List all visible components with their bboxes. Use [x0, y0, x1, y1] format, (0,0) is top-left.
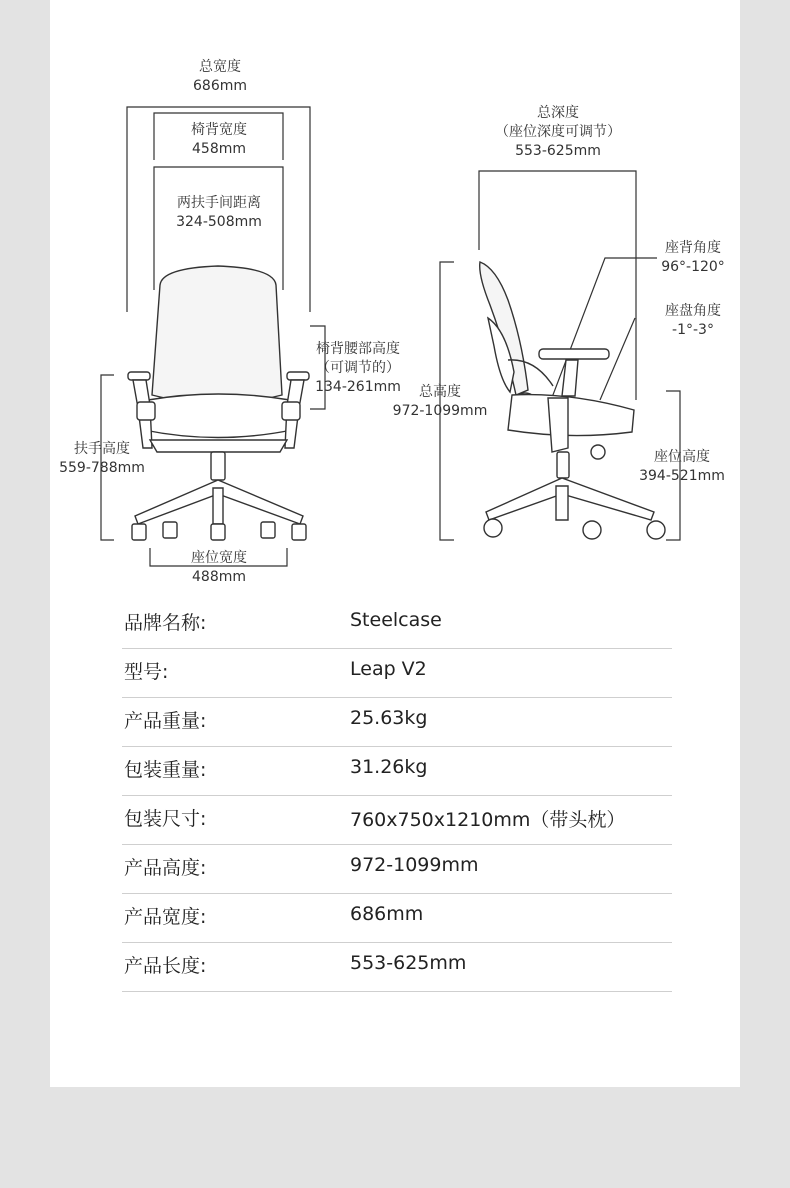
spec-row	[122, 845, 672, 894]
spec-key: 包装重量:	[124, 759, 207, 781]
total-height-label: 总高度 972-1099mm	[392, 384, 488, 419]
spec-row	[122, 747, 672, 796]
spec-value: 31.26kg	[350, 756, 428, 778]
spec-key: 包装尺寸:	[124, 808, 207, 830]
seat-angle-label: 座盘角度 -1°-3°	[665, 303, 721, 338]
spec-row	[122, 698, 672, 747]
spec-row	[122, 600, 672, 649]
spec-key: 产品重量:	[124, 710, 207, 732]
spec-key: 品牌名称:	[124, 612, 207, 634]
chair-side-view	[480, 262, 665, 539]
back-angle-label: 座背角度 96°-120°	[661, 240, 725, 275]
back-width-label: 椅背宽度 458mm	[191, 122, 247, 157]
total-depth-label: 总深度 （座位深度可调节） 553-625mm	[495, 105, 621, 159]
spec-value: 760x750x1210mm（带头枕）	[350, 809, 626, 831]
spec-row	[122, 894, 672, 943]
spec-row	[122, 796, 672, 845]
spec-value: 972-1099mm	[350, 854, 479, 876]
spec-key: 产品长度:	[124, 955, 207, 977]
spec-row	[122, 943, 672, 992]
spec-row	[122, 649, 672, 698]
spec-key: 产品高度:	[124, 857, 207, 879]
spec-value: Leap V2	[350, 658, 427, 680]
spec-key: 产品宽度:	[124, 906, 207, 928]
arm-height-label: 扶手高度 559-788mm	[59, 441, 145, 476]
spec-table	[122, 600, 672, 992]
seat-width-label: 座位宽度 488mm	[191, 550, 247, 585]
spec-value: 553-625mm	[350, 952, 467, 974]
seat-height-label: 座位高度 394-521mm	[639, 449, 725, 484]
spec-key: 型号:	[124, 661, 169, 683]
lumbar-height-label: 椅背腰部高度 （可调节的） 134-261mm	[315, 341, 401, 395]
spec-value: Steelcase	[350, 609, 442, 631]
spec-value: 686mm	[350, 903, 424, 925]
arm-distance-label: 两扶手间距离 324-508mm	[176, 195, 262, 230]
chair-front-view	[128, 266, 309, 540]
total-width-label: 总宽度 686mm	[193, 59, 247, 94]
spec-value: 25.63kg	[350, 707, 428, 729]
